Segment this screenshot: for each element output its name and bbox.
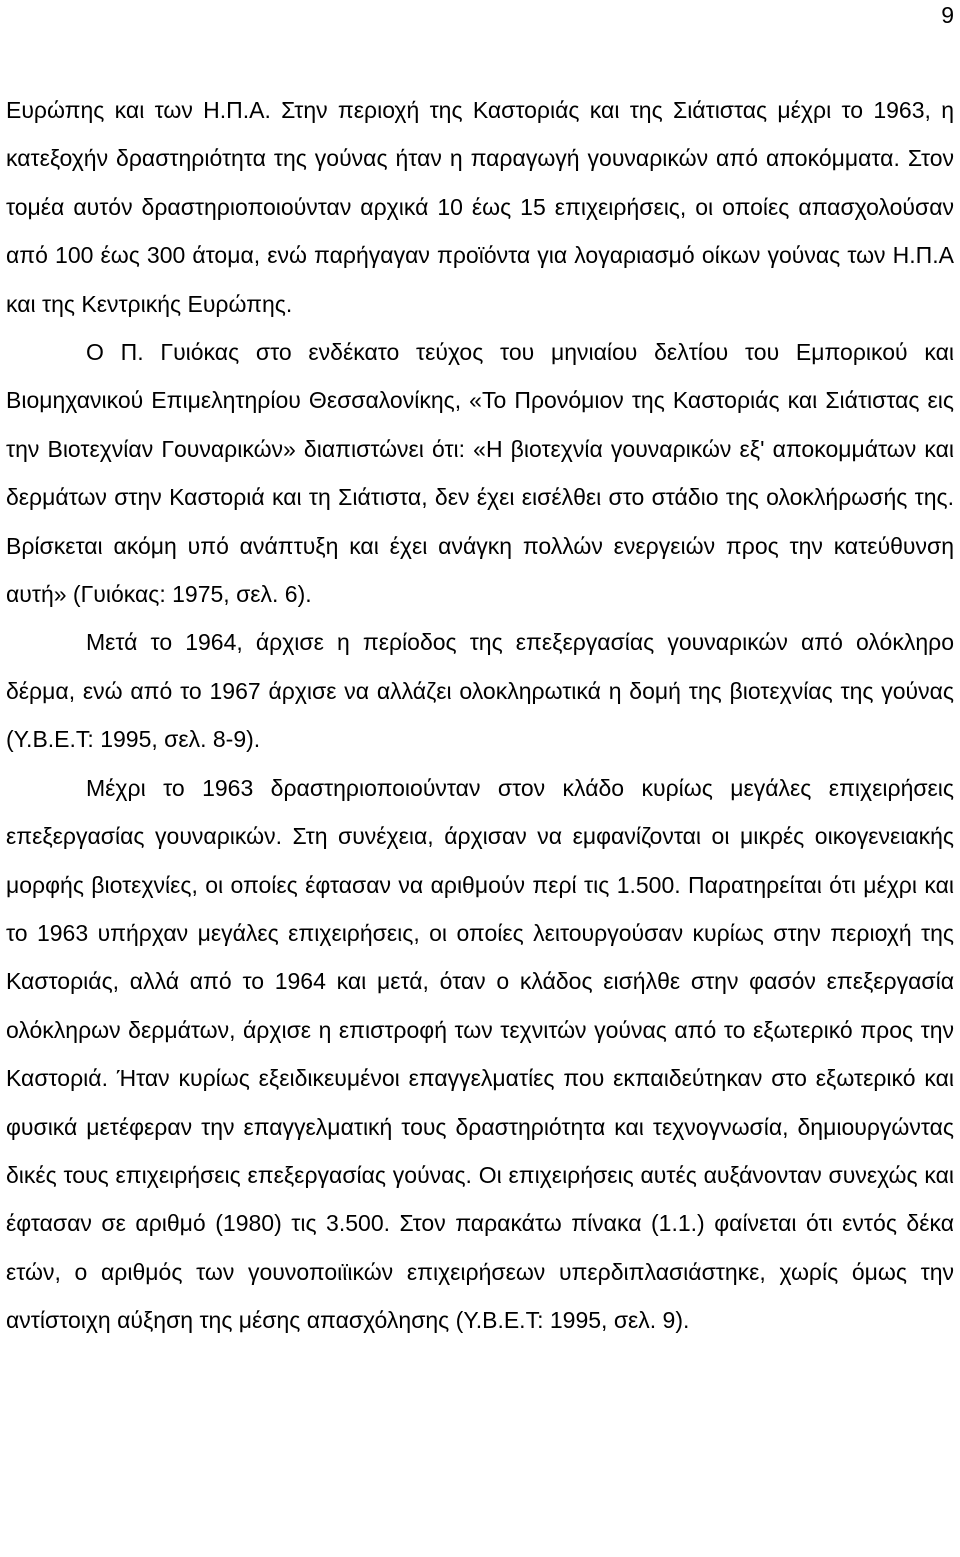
paragraph-4: Μέχρι το 1963 δραστηριοποιούνταν στον κλάδο κυρίως μεγάλες επιχειρήσεις επεξεργασίας γουναρικών. Στη συνέχεια, άρχισαν να εμφανίζονται οι μικρές οικογενειακής μορφής βιοτεχνίες, οι οποίες έφτασαν να αριθμούν περί τις 1.500. Παρατηρείται ότι μέχρι και το 1963 υπήρχαν μεγάλες επιχειρήσεις, οι οποίες λειτουργούσαν κυρίως στην περιοχή της Καστοριάς, αλλά από το 1964 και μετά, όταν ο κλάδος εισήλθε στην φασόν επεξεργασία ολόκληρων δερμάτων, άρχισε η επιστροφή των τεχνιτών γούνας από το εξωτερικό προς την Καστοριά. Ήταν κυρίως εξειδικευμένοι επαγγελματίες που εκπαιδεύτηκαν στο εξωτερικό και φυσικά μετέφεραν την επαγγελματική τους δραστηριότητα και τεχνογνωσία, δημιουργώντας δικές τους επιχειρήσεις επεξεργασίας γούνας. Οι επιχειρήσεις αυτές αυξάνονταν συνεχώς και έφτασαν σε αριθμό (1980) τις 3.500. Στον παρακάτω πίνακα (1.1.) φαίνεται ότι εντός δέκα ετών, ο αριθμός των γουνοποιϊικών επιχειρήσεων υπερδιπλασιάστηκε, χωρίς όμως την αντίστοιχη αύξηση της μέσης απασχόλησης (Υ.Β.Ε.Τ: 1995, σελ. 9). [6, 774, 954, 1334]
page-number: 9 [941, 2, 954, 28]
paragraph-3: Μετά το 1964, άρχισε η περίοδος της επεξεργασίας γουναρικών από ολόκληρο δέρμα, ενώ από το 1967 άρχισε να αλλάζει ολοκληρωτικά η δομή της βιοτεχνίας της γούνας (Υ.Β.Ε.Τ: 1995, σελ. 8-9). [6, 629, 954, 753]
paragraph-2: Ο Π. Γυιόκας στο ενδέκατο τεύχος του μηνιαίου δελτίου του Εμπορικού και Βιομηχανικού Επιμελητηρίου Θεσσαλονίκης, «Το Προνόμιον της Καστοριάς και Σιάτιστας εις την Βιοτεχνίαν Γουναρικών» διαπιστώνει ότι: «Η βιοτεχνία γουναρικών εξ' αποκομμάτων και δερμάτων στην Καστοριά και τη Σιάτιστα, δεν έχει εισέλθει στο στάδιο της ολοκλήρωσής της. Βρίσκεται ακόμη υπό ανάπτυξη και έχει ανάγκη πολλών ενεργειών προς την κατεύθυνση αυτή» (Γυιόκας: 1975, σελ. 6). [6, 339, 954, 608]
paragraph-1: Ευρώπης και των Η.Π.Α. Στην περιοχή της Καστοριάς και της Σιάτιστας μέχρι το 1963, η κατεξοχήν δραστηριότητα της γούνας ήταν η παραγωγή γουναρικών από αποκόμματα. Στον τομέα αυτόν δραστηριοποιούνταν αρχικά 10 έως 15 επιχειρήσεις, οι οποίες απασχολούσαν από 100 έως 300 άτομα, ενώ παρήγαγαν προϊόντα για λογαριασμό οίκων γούνας των Η.Π.Α και της Κεντρικής Ευρώπης. [6, 97, 954, 317]
document-body [6, 86, 954, 1345]
